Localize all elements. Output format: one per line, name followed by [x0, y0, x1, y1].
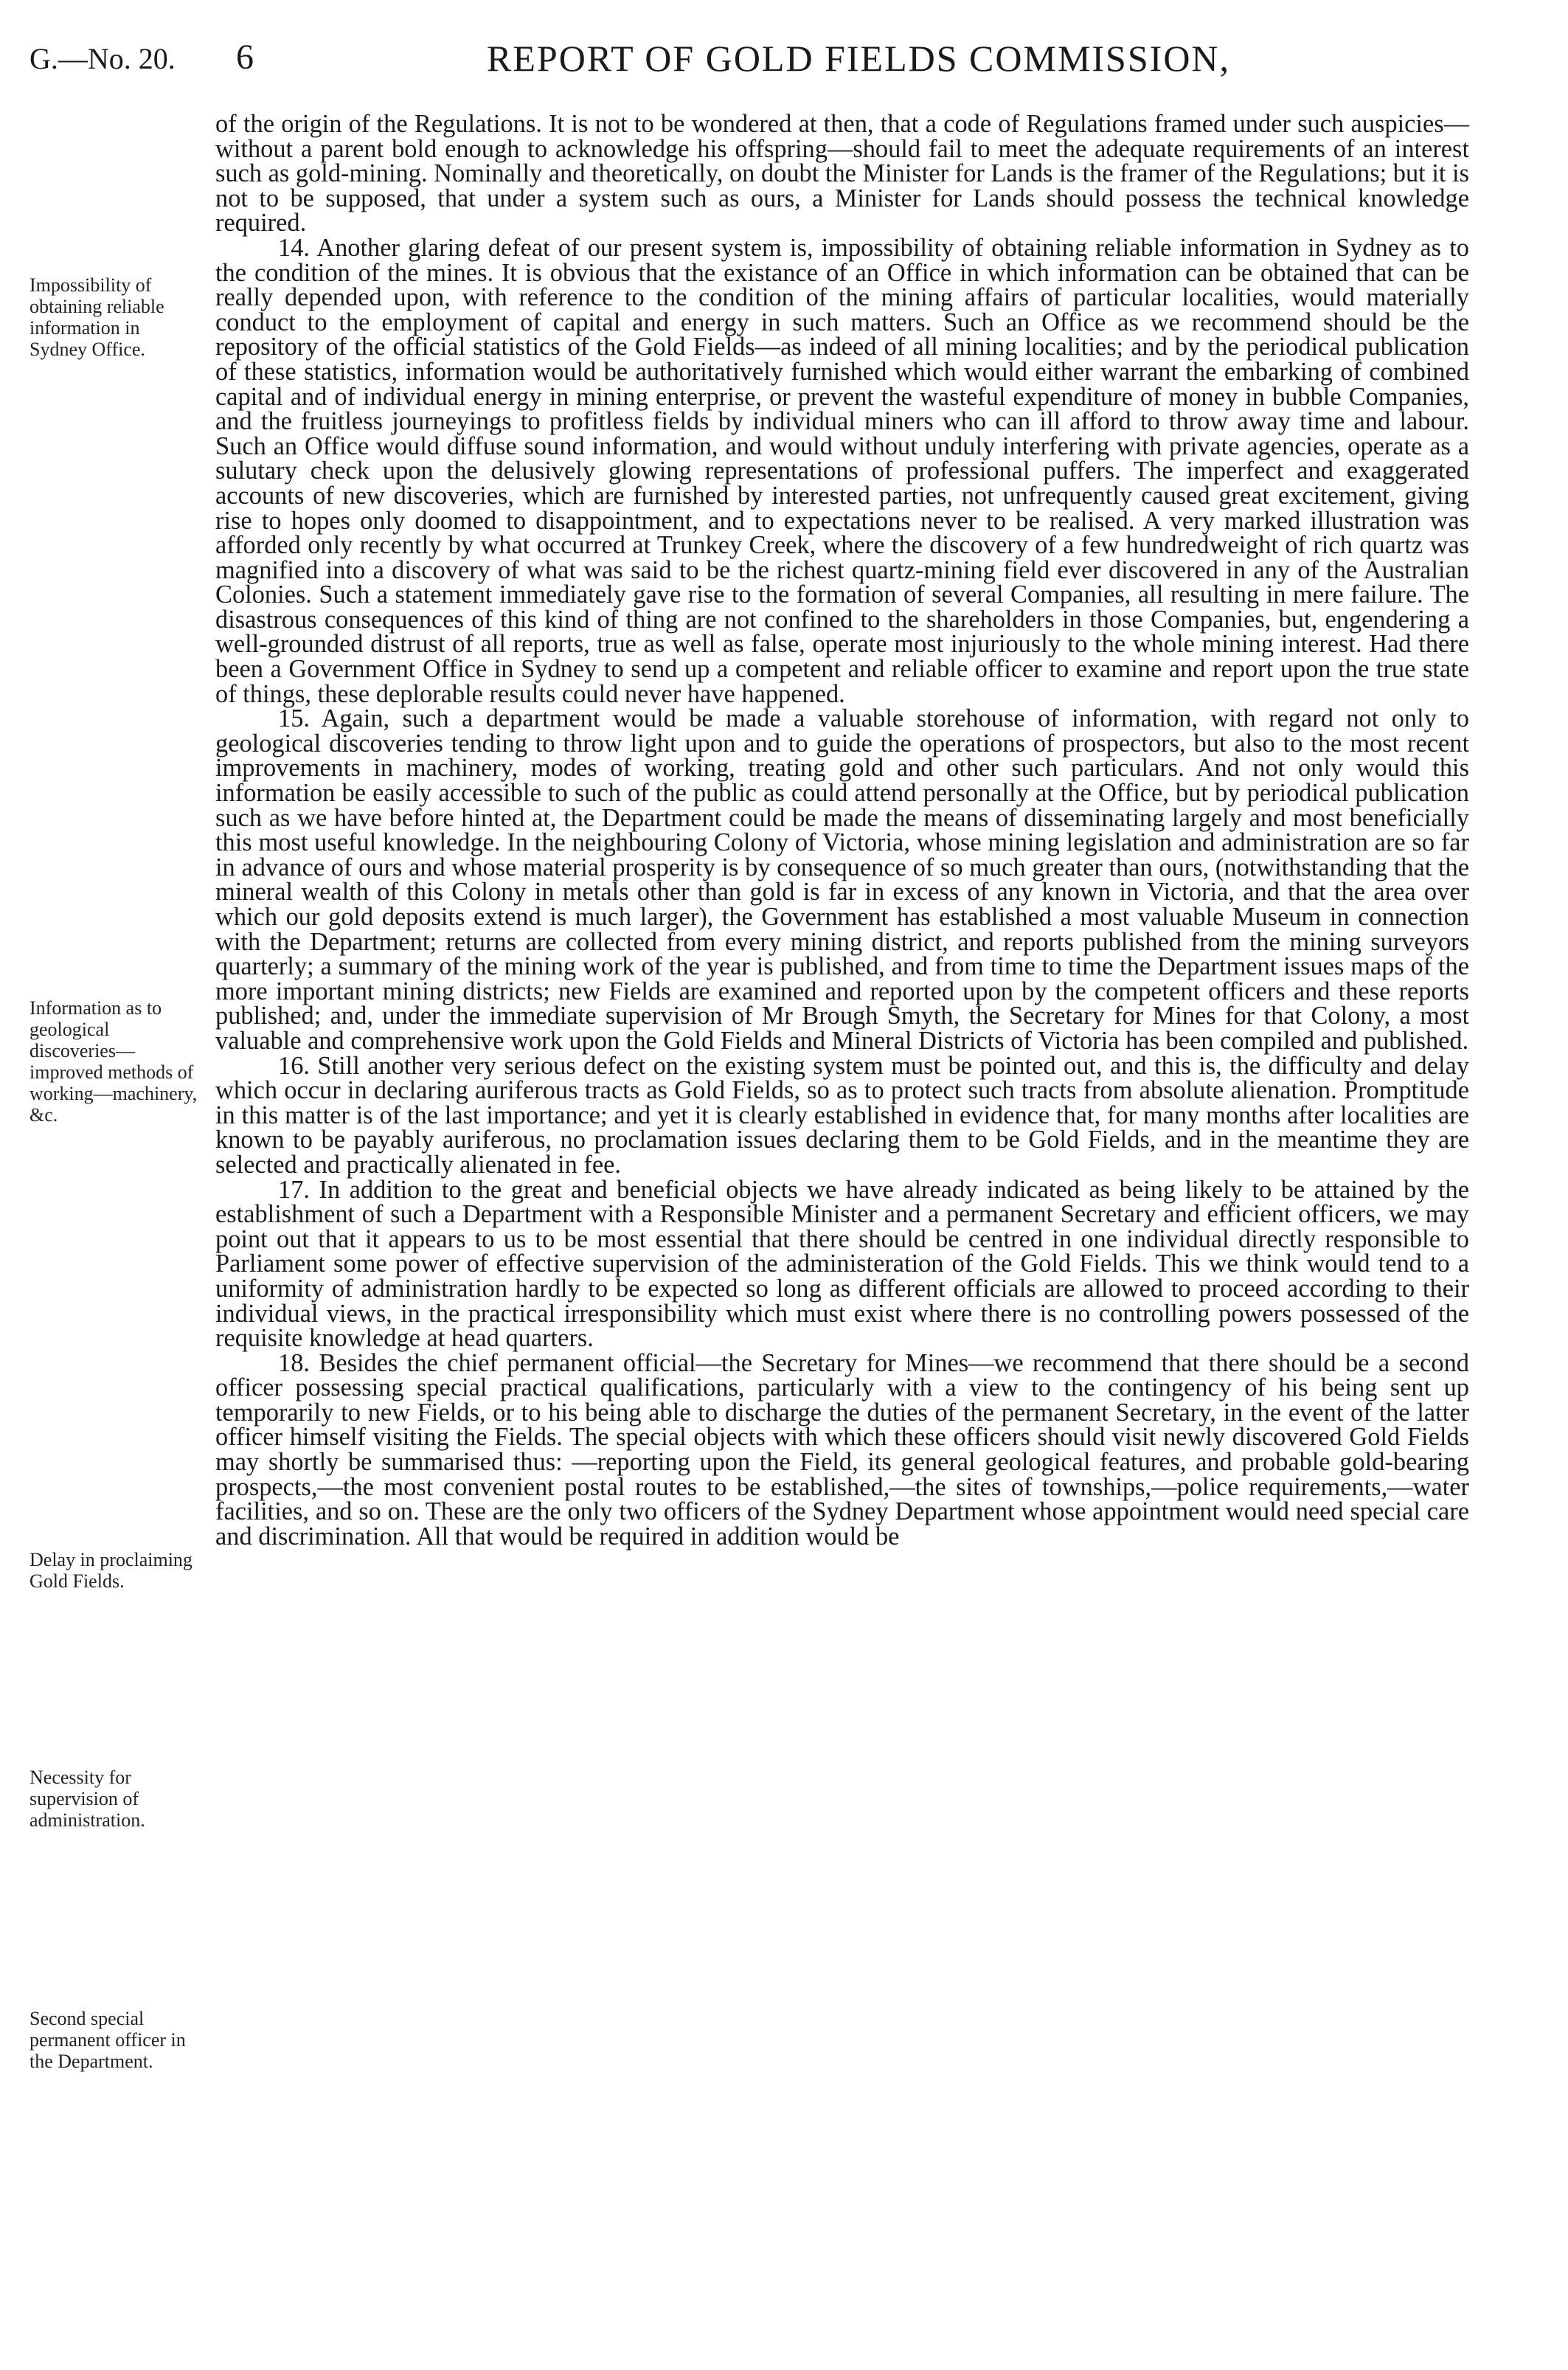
- page-title: REPORT OF GOLD FIELDS COMMISSION,: [487, 38, 1231, 79]
- paragraph-16: 16. Still another very serious defect on the existing system must be pointed out, and this is, the difficulty and delay which occur in declaring auriferous tracts as Gold Fields, so as to protect such tracts from absolute alienation. Promptitude in this matter is of the last importance; and yet it is clearly established in evidence that, for many months after localities are known to be payably auriferous, no proclamation issues declaring them to be Gold Fields, and in the meantime they are selected and practically alienated in fee.: [215, 1051, 1469, 1179]
- margin-note-impossibility: Impossibility of obtaining reliable information in Sydney Office.: [30, 274, 164, 360]
- paragraph-14: 14. Another glaring defeat of our present system is, impossibility of obtaining reliable information in Sydney as to the condition of the mines. It is obvious that the existance of an Office in which information can be obtained that can be really depended upon, with reference to the condition of the mining affairs of particular localities, would materially conduct to the employment of capital and energy in such matters. Such an Office as we recommend should be the repository of the official statistics of the Gold Fields—as indeed of all mining localities; and by the periodical publication of these statistics, information would be authoritatively furnished which would either warrant the embarking of combined capital and of individual energy in mining enterprise, or prevent the wasteful expenditure of money in bubble Companies, and the fruitless journeyings to profitless fields by individual miners who can ill afford to throw away time and labour. Such an Office would diffuse sound information, and would without unduly interfering with private agencies, operate as a sulutary check upon the delusively glowing representations of professional puffers. The imperfect and exaggerated accounts of new discoveries, which are furnished by interested parties, not unfrequently caused great excitement, giving rise to hopes only doomed to disappointment, and to expectations never to be realised. A very marked illustration was afforded only recently by what occurred at Trunkey Creek, where the discovery of a few hundredweight of rich quartz was magnified into a discovery of what was said to be the richest quartz-mining field ever discovered in any of the Australian Colonies. Such a statement immediately gave rise to the formation of several Companies, all resulting in mere failure. The disastrous consequences of this kind of thing are not confined to the shareholders in those Companies, but, engendering a well-grounded distrust of all reports, true as well as false, operate most injuriously to the whole mining interest. Had there been a Government Office in Sydney to send up a competent and reliable officer to examine and report upon the true state of things, these deplorable results could never have happened.: [215, 233, 1469, 708]
- page-header: [30, 37, 1505, 89]
- margin-note-second-officer: Second special permanent officer in the Department.: [30, 2008, 186, 2072]
- paragraph-17: 17. In addition to the great and beneficial objects we have already indicated as being likely to be attained by the establishment of such a Department with a Responsible Minister and a permanent Secretary and efficient officers, we may point out that it appears to us to be most essential that there should be centred in one individual directly responsible to Parliament some power of effective supervision of the administeration of the Gold Fields. This we think would tend to a uniformity of administration hardly to be expected so long as different officials are allowed to proceed according to their individual views, in the practical irresponsibility which must exist where there is no controlling powers possessed of the requisite knowledge at head quarters.: [215, 1175, 1469, 1353]
- body-text: [215, 112, 1469, 1549]
- document-reference: G.—No. 20.: [30, 42, 176, 75]
- paragraph-15: 15. Again, such a department would be made a valuable storehouse of information, with regard not only to geological discoveries tending to throw light upon and to guide the operations of prospectors, but also to the most recent improvements in machinery, modes of working, treating gold and other such particulars. And not only would this information be easily accessible to such of the public as could attend personally at the Office, but by periodical publication such as we have before hinted at, the Department could be made the means of disseminating largely and most beneficially this most useful knowledge. In the neighbouring Colony of Victoria, whose mining legislation and administration are so far in advance of ours and whose material prosperity is by consequence of so much greater than ours, (notwithstanding that the mineral wealth of this Colony in metals other than gold is far in excess of any known in Victoria, and that the area over which our gold deposits extend is much larger), the Government has established a most valuable Museum in connection with the Department; returns are collected from every mining district, and reports published from the mining surveyors quarterly; a summary of the mining work of the year is published, and from time to time the Department issues maps of the more important mining districts; new Fields are examined and reported upon by the competent officers and these reports published; and, under the immediate supervision of Mr Brough Smyth, the Secretary for Mines for that Colony, a most valuable and comprehensive work upon the Gold Fields and Mineral Districts of Victoria has been compiled and published.: [215, 704, 1469, 1055]
- page-number: 6: [236, 38, 254, 77]
- margin-note-supervision: Necessity for supervision of administration.: [30, 1767, 145, 1831]
- margin-note-delay: Delay in proclaiming Gold Fields.: [30, 1549, 192, 1592]
- paragraph-18: 18. Besides the chief permanent official—the Secretary for Mines—we recommend that there should be a second officer possessing special practical qualifications, particularly with a view to the contingency of his being sent up temporarily to new Fields, or to his being able to discharge the duties of the permanent Secretary, in the event of the latter officer himself visiting the Fields. The special objects with which these officers should visit newly discovered Gold Fields may shortly be summarised thus: —reporting upon the Field, its general geological features, and probable gold-bearing prospects,—the most convenient postal routes to be established,—the sites of townships,—police requirements,—water facilities, and so on. These are the only two officers of the Sydney Department whose appointment would need special care and discrimination. All that would be required in addition would be: [215, 1348, 1469, 1550]
- paragraph-continuation: of the origin of the Regulations. It is not to be wondered at then, that a code of Regulations framed under such auspicies—without a parent bold enough to acknowledge his offspring—should fail to meet the adequate requirements of an interest such as gold-mining. Nominally and theoretically, on doubt the Minister for Lands is the framer of the Regulations; but it is not to be supposed, that under a system such as ours, a Minister for Lands should possess the technical knowledge required.: [215, 110, 1469, 238]
- margin-note-information: Information as to geological discoveries—improved methods of working—machinery, &c.: [30, 997, 198, 1126]
